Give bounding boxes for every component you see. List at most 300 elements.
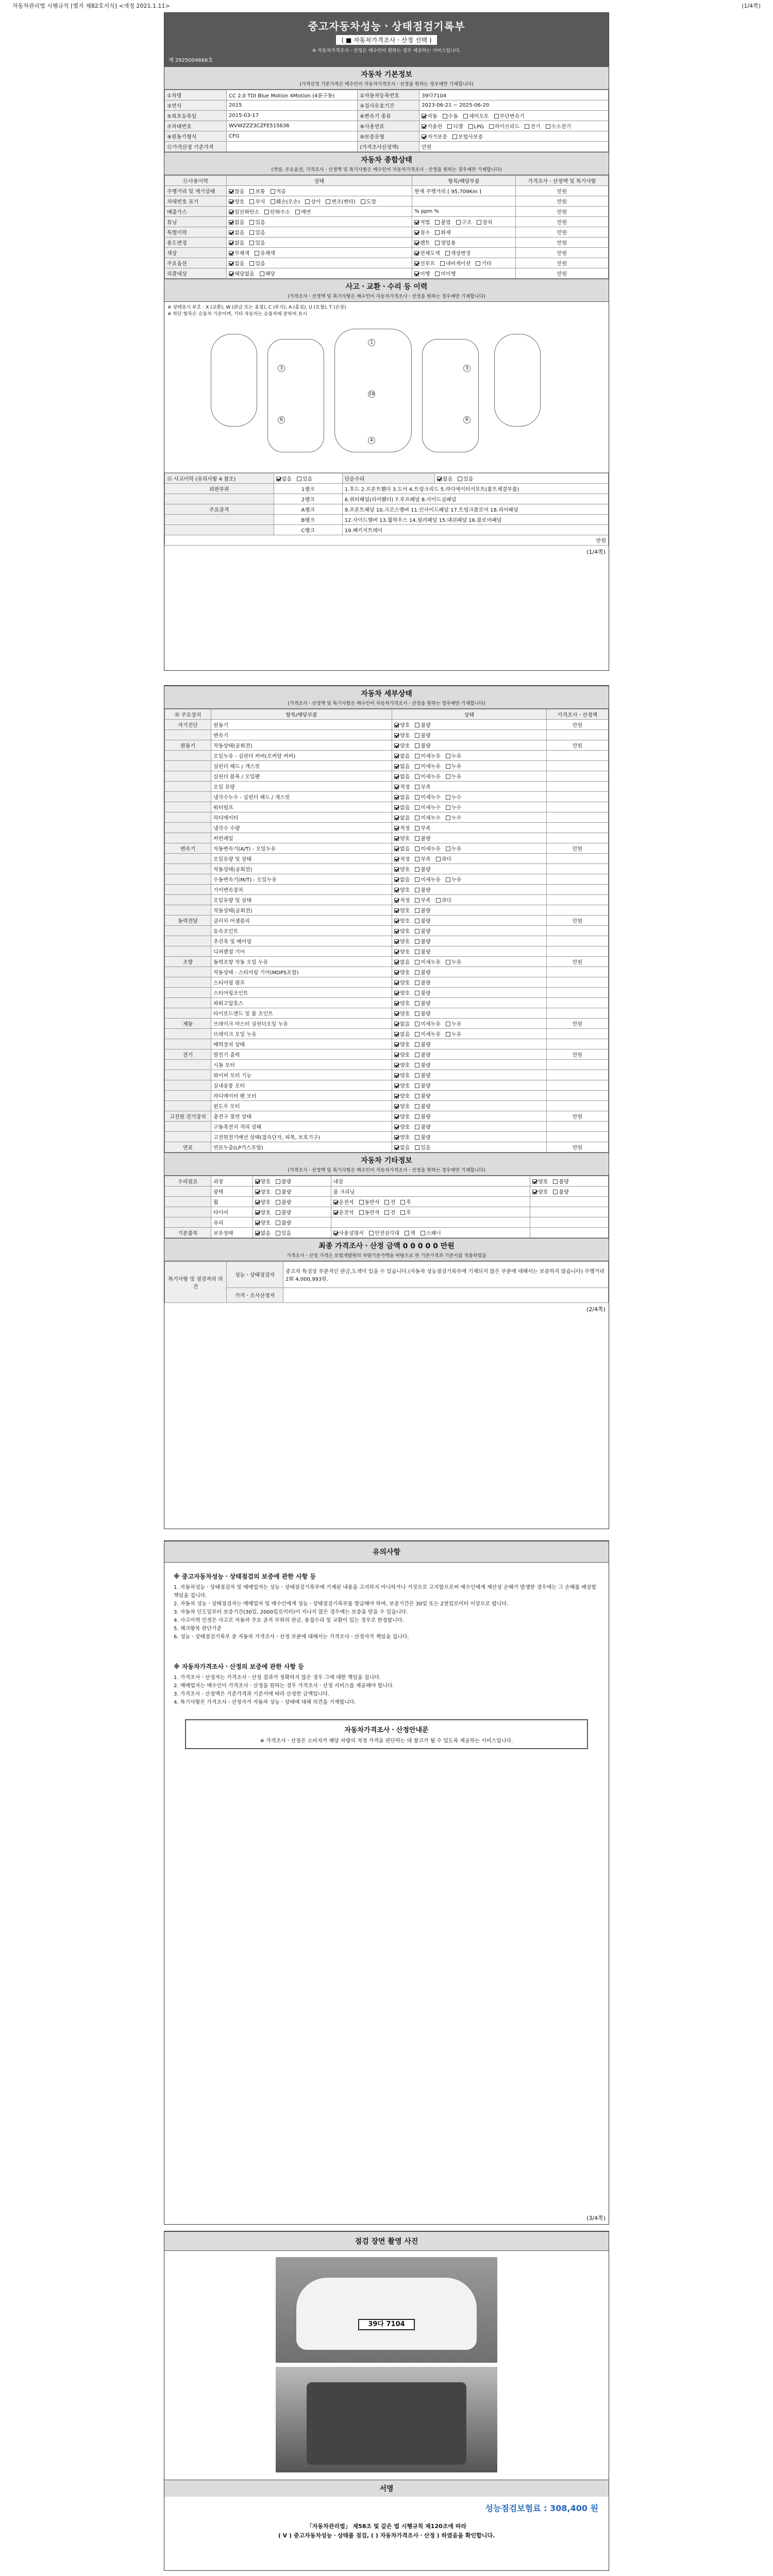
checkbox-option[interactable]: 없음 bbox=[229, 230, 244, 236]
checkbox-option[interactable]: 불량 bbox=[553, 1190, 568, 1195]
checkbox-option[interactable]: 없음 bbox=[276, 477, 292, 482]
checkbox-option[interactable]: 불량 bbox=[276, 1200, 291, 1206]
document-subtitle: ( ■ 자동차가격조사ㆍ산정 선택 ) bbox=[336, 35, 436, 45]
checkbox-option[interactable]: 불량 bbox=[415, 867, 430, 873]
checkbox-icon bbox=[415, 846, 419, 851]
checkbox-option[interactable]: 가솔린 bbox=[422, 124, 442, 130]
status-options bbox=[392, 1122, 547, 1132]
checkbox-option[interactable]: 미세누수 bbox=[415, 805, 441, 811]
checkbox-icon bbox=[394, 743, 399, 748]
status-options bbox=[392, 812, 547, 823]
detail-row bbox=[165, 833, 609, 843]
checkbox-option[interactable]: 불량 bbox=[415, 1001, 430, 1007]
checkbox-option[interactable]: 없음 bbox=[394, 1145, 410, 1151]
checkbox-icon bbox=[229, 251, 233, 256]
checkbox-option[interactable]: 양호 bbox=[394, 991, 410, 996]
detail-row bbox=[165, 977, 609, 988]
part-label: 변속기 bbox=[211, 730, 392, 740]
checkbox-option[interactable]: 전체도색 bbox=[414, 251, 440, 257]
checkbox-option[interactable]: 적음 bbox=[271, 189, 286, 195]
basic-row bbox=[165, 111, 609, 121]
checkbox-option[interactable]: 없음 bbox=[394, 877, 410, 883]
checkbox-icon bbox=[446, 764, 450, 769]
checkbox-option[interactable]: 양호 bbox=[394, 908, 410, 914]
checkbox-option[interactable]: 불량 bbox=[415, 980, 430, 986]
checkbox-option[interactable]: 일산화탄소 bbox=[229, 210, 259, 215]
checkbox-option[interactable]: 운전석 bbox=[333, 1200, 354, 1206]
checkbox-icon bbox=[249, 241, 254, 245]
checkbox-option[interactable]: 양호 bbox=[394, 723, 410, 728]
status-options bbox=[392, 916, 547, 926]
field-value: 2015 bbox=[227, 100, 358, 111]
checkbox-option[interactable]: 양호 bbox=[394, 919, 410, 924]
detail-row bbox=[165, 1080, 609, 1091]
detail-row bbox=[165, 802, 609, 812]
basic-info-table bbox=[164, 90, 609, 152]
price-cell bbox=[547, 1060, 609, 1070]
checkbox-option[interactable]: 양호 bbox=[394, 950, 410, 955]
checkbox-icon bbox=[394, 888, 399, 892]
rank-label: A랭크 bbox=[274, 504, 342, 515]
status-options bbox=[392, 998, 547, 1008]
checkbox-option[interactable]: 누유 bbox=[446, 1022, 461, 1027]
checkbox-option[interactable]: 후 bbox=[400, 1210, 411, 1216]
checkbox-option[interactable]: 구조 bbox=[456, 220, 472, 226]
checkbox-option[interactable]: 양호 bbox=[394, 1114, 410, 1120]
checkbox-icon bbox=[255, 1231, 260, 1235]
device-label bbox=[165, 998, 211, 1008]
status-options bbox=[392, 926, 547, 936]
car-outline-rear bbox=[494, 334, 541, 427]
checkbox-option[interactable]: 양호 bbox=[255, 1200, 271, 1206]
checkbox-option[interactable]: 렌트 bbox=[414, 241, 430, 246]
checkbox-option[interactable]: 적정 bbox=[394, 785, 410, 790]
checkbox-option[interactable]: 적정 bbox=[394, 857, 410, 862]
checkbox-option[interactable]: 양호 bbox=[394, 836, 410, 842]
checkbox-option[interactable]: 불량 bbox=[415, 929, 430, 935]
checkbox-option[interactable]: 없음 bbox=[394, 846, 410, 852]
checkbox-option[interactable]: 보험사보증 bbox=[452, 134, 483, 140]
checkbox-option[interactable]: 없음 bbox=[229, 241, 244, 246]
checkbox-option[interactable]: 부족 bbox=[415, 826, 430, 832]
checkbox-option[interactable]: 불량 bbox=[415, 1125, 430, 1130]
checkbox-icon bbox=[435, 220, 440, 225]
checkbox-option[interactable]: 훼손(오손) bbox=[271, 199, 300, 205]
checkbox-icon bbox=[415, 1145, 419, 1150]
checkbox-option[interactable]: 누유 bbox=[446, 846, 461, 852]
status-options bbox=[530, 1228, 609, 1238]
checkbox-icon bbox=[394, 1083, 399, 1088]
page-2 bbox=[164, 685, 609, 1529]
etc-row bbox=[165, 1207, 609, 1217]
checkbox-option[interactable]: 있음 bbox=[249, 241, 265, 246]
checkbox-icon bbox=[456, 220, 461, 225]
checkbox-icon bbox=[435, 272, 440, 276]
checkbox-option[interactable]: LPG bbox=[468, 124, 484, 130]
checkbox-icon bbox=[415, 743, 419, 748]
checkbox-option[interactable]: 동반석 bbox=[359, 1210, 380, 1216]
checkbox-option[interactable]: 세미오토 bbox=[463, 114, 489, 120]
checkbox-option[interactable]: 부족 bbox=[415, 898, 430, 904]
detail-status-table bbox=[164, 709, 609, 1153]
checkbox-option[interactable]: 양호 bbox=[394, 1011, 410, 1017]
part-label: 클러치 어셈블리 bbox=[211, 916, 392, 926]
checkbox-option[interactable]: 내비게이션 bbox=[440, 261, 470, 267]
checkbox-icon bbox=[415, 1053, 419, 1057]
checkbox-option[interactable]: 탄화수소 bbox=[264, 210, 290, 215]
guide-text: ※ 가격조사ㆍ산정은 소비자가 해당 차량의 적정 가격을 판단하는 데 참고가 될 수 있도록 제공하는 서비스입니다. bbox=[260, 1738, 513, 1744]
checkbox-icon bbox=[415, 764, 419, 769]
checkbox-option[interactable]: 있음 bbox=[297, 477, 312, 482]
checkbox-option[interactable]: 불량 bbox=[415, 1083, 430, 1089]
checkbox-option[interactable]: 없음 bbox=[394, 960, 410, 965]
checkbox-option[interactable]: 양호 bbox=[394, 1001, 410, 1007]
price-cell: 만원 bbox=[547, 843, 609, 854]
checkbox-option[interactable]: 미세누유 bbox=[415, 1032, 441, 1038]
checkbox-option[interactable]: 양호 bbox=[255, 1179, 271, 1185]
checkbox-option[interactable]: 없음 bbox=[394, 1032, 410, 1038]
checkbox-option[interactable]: 없음 bbox=[394, 795, 410, 801]
detail-row bbox=[165, 864, 609, 874]
checkbox-icon bbox=[276, 1210, 280, 1215]
overall-row bbox=[165, 248, 609, 258]
checkbox-option[interactable]: 없음 bbox=[394, 754, 410, 759]
checkbox-icon bbox=[394, 877, 399, 882]
checkbox-option[interactable]: 불량 bbox=[415, 888, 430, 893]
checkbox-option[interactable]: 양호 bbox=[255, 1221, 271, 1226]
checkbox-option[interactable]: 불량 bbox=[415, 733, 430, 739]
undercarriage-shape bbox=[307, 2382, 466, 2465]
status-options bbox=[227, 258, 412, 268]
checkbox-option[interactable]: 도말 bbox=[361, 199, 376, 205]
checkbox-option[interactable]: 불량 bbox=[415, 939, 430, 945]
device-label bbox=[165, 967, 211, 977]
checkbox-option[interactable]: 상이 bbox=[305, 199, 321, 205]
checkbox-option[interactable]: 적정 bbox=[394, 826, 410, 832]
checkbox-option[interactable]: 불량 bbox=[415, 950, 430, 955]
checkbox-option[interactable]: 양호 bbox=[394, 888, 410, 893]
detail-row bbox=[165, 905, 609, 916]
checkbox-option[interactable]: 색상변경 bbox=[445, 251, 471, 257]
checkbox-option[interactable]: 없음 bbox=[394, 805, 410, 811]
checkbox-option[interactable]: 양호 bbox=[394, 1053, 410, 1058]
checkbox-option[interactable]: 자가보증 bbox=[422, 134, 447, 140]
detail-row bbox=[165, 771, 609, 782]
checkbox-option[interactable]: 전 bbox=[384, 1210, 395, 1216]
checkbox-option[interactable]: 불량 bbox=[415, 1135, 430, 1141]
checkbox-icon bbox=[400, 1210, 405, 1215]
checkbox-option[interactable]: 해당없음 bbox=[229, 272, 255, 277]
checkbox-option[interactable]: 누수 bbox=[446, 795, 461, 801]
checkbox-option[interactable]: 불량 bbox=[415, 743, 430, 749]
checkbox-option[interactable]: 있음 bbox=[249, 220, 265, 226]
checkbox-icon bbox=[394, 1053, 399, 1057]
checkbox-option[interactable]: 양호 bbox=[394, 1125, 410, 1130]
checkbox-option[interactable]: 누수 bbox=[446, 805, 461, 811]
checkbox-option[interactable]: 불량 bbox=[415, 1094, 430, 1099]
status-options bbox=[392, 823, 547, 833]
checkbox-option[interactable]: 없음 bbox=[394, 816, 410, 821]
checkbox-option[interactable]: 있음 bbox=[249, 230, 265, 236]
checkbox-option[interactable]: 불량 bbox=[276, 1190, 291, 1195]
checkbox-icon bbox=[394, 857, 399, 861]
checkbox-option[interactable]: 잭 bbox=[405, 1231, 415, 1236]
checkbox-option[interactable]: 디젤 bbox=[447, 124, 463, 130]
checkbox-icon bbox=[394, 898, 399, 903]
checkbox-option[interactable]: 많음 bbox=[229, 189, 244, 195]
checkbox-icon bbox=[415, 970, 419, 975]
checkbox-icon bbox=[305, 199, 310, 204]
checkbox-icon bbox=[476, 261, 480, 266]
status-options bbox=[227, 207, 412, 217]
checkbox-option[interactable]: 미세누수 bbox=[415, 816, 441, 821]
checkbox-option[interactable]: 미세누유 bbox=[415, 754, 441, 759]
checkbox-option[interactable]: 있음 bbox=[458, 477, 473, 482]
etc-row bbox=[165, 1176, 609, 1187]
checkbox-option[interactable]: 없음 bbox=[229, 261, 244, 267]
checkbox-option[interactable]: 수동 bbox=[443, 114, 458, 120]
status-options bbox=[227, 248, 412, 258]
checkbox-option[interactable]: 양호 bbox=[394, 1042, 410, 1048]
checkbox-icon bbox=[415, 908, 419, 913]
checkbox-option[interactable]: 불량 bbox=[415, 1073, 430, 1079]
checkbox-option[interactable]: 양호 bbox=[394, 929, 410, 935]
checkbox-option[interactable]: 없음 bbox=[229, 220, 244, 226]
checkbox-icon bbox=[415, 774, 419, 779]
checkbox-option[interactable]: 무채색 bbox=[229, 251, 249, 257]
status-options bbox=[227, 217, 412, 227]
checkbox-option[interactable]: 불법 bbox=[435, 220, 450, 226]
device-label bbox=[165, 905, 211, 916]
checkbox-option[interactable]: 양호 bbox=[229, 199, 244, 205]
checkbox-icon bbox=[394, 970, 399, 975]
checkbox-option[interactable]: 양호 bbox=[394, 1104, 410, 1110]
checkbox-option[interactable]: 화재 bbox=[435, 230, 450, 236]
checkbox-option[interactable]: 불량 bbox=[553, 1179, 568, 1185]
checkbox-option[interactable]: 과다 bbox=[436, 898, 451, 904]
checkbox-option[interactable]: 미세누유 bbox=[415, 960, 441, 965]
checkbox-option[interactable]: 미세누수 bbox=[415, 795, 441, 801]
detail-row bbox=[165, 843, 609, 854]
checkbox-option[interactable]: 수소전기 bbox=[546, 124, 572, 130]
checkbox-option[interactable]: 양호 bbox=[255, 1210, 271, 1216]
checkbox-option[interactable]: 불량 bbox=[415, 723, 430, 728]
checkbox-icon bbox=[297, 477, 301, 481]
checkbox-icon bbox=[436, 898, 441, 903]
part-label: 충전구 절연 상태 bbox=[211, 1111, 392, 1122]
checkbox-icon bbox=[295, 210, 300, 214]
checkbox-icon bbox=[249, 261, 254, 266]
checkbox-icon bbox=[384, 1210, 389, 1215]
checkbox-option[interactable]: 불량 bbox=[415, 919, 430, 924]
checkbox-icon bbox=[415, 1083, 419, 1088]
item-label: 룸 크리닝 bbox=[331, 1187, 530, 1197]
checkbox-option[interactable]: 누수 bbox=[446, 816, 461, 821]
checkbox-option[interactable]: 미세누유 bbox=[415, 846, 441, 852]
checkbox-option[interactable]: 미세누유 bbox=[415, 877, 441, 883]
checkbox-icon bbox=[260, 272, 264, 276]
checkbox-icon bbox=[326, 199, 330, 204]
checkbox-icon bbox=[394, 836, 399, 841]
checkbox-option[interactable]: 있음 bbox=[249, 261, 265, 267]
checkbox-option[interactable]: 불량 bbox=[415, 970, 430, 976]
part-list: 12.사이드멤버 13.휠하우스 14.필러패널 15.대쉬패널 16.플로어패널 bbox=[342, 515, 608, 525]
checkbox-option[interactable]: 불량 bbox=[415, 836, 430, 842]
checkbox-option[interactable]: 기타 bbox=[476, 261, 491, 267]
checkbox-option[interactable]: 양호 bbox=[394, 980, 410, 986]
checkbox-option[interactable]: 양호 bbox=[532, 1190, 548, 1195]
device-label bbox=[165, 802, 211, 812]
checkbox-option[interactable]: 유채색 bbox=[255, 251, 275, 257]
checkbox-option[interactable]: 양호 bbox=[532, 1179, 548, 1185]
device-label bbox=[165, 761, 211, 771]
field-value bbox=[419, 131, 609, 142]
checkbox-option[interactable]: 양호 bbox=[394, 867, 410, 873]
checkbox-option[interactable]: 양호 bbox=[394, 1073, 410, 1079]
checkbox-option[interactable]: 미세누유 bbox=[415, 1022, 441, 1027]
checkbox-option[interactable]: 불량 bbox=[415, 1114, 430, 1120]
checkbox-option[interactable]: 양호 bbox=[255, 1190, 271, 1195]
checkbox-option[interactable]: 불량 bbox=[415, 1063, 430, 1069]
price-cell bbox=[547, 1122, 609, 1132]
device-label bbox=[165, 864, 211, 874]
checkbox-option[interactable]: 있음 bbox=[415, 1145, 430, 1151]
checkbox-option[interactable]: 양호 bbox=[394, 1063, 410, 1069]
price-cell: 만원 bbox=[547, 916, 609, 926]
checkbox-icon bbox=[415, 1104, 419, 1109]
checkbox-option[interactable]: 후 bbox=[400, 1200, 411, 1206]
checkbox-option[interactable]: 전기 bbox=[525, 124, 540, 130]
price-cell bbox=[547, 761, 609, 771]
checkbox-option[interactable]: 양호 bbox=[394, 1135, 410, 1141]
checkbox-option[interactable]: 누유 bbox=[446, 774, 461, 780]
checkbox-option[interactable]: 누유 bbox=[446, 1032, 461, 1038]
checkbox-option[interactable]: 없음 bbox=[437, 477, 452, 482]
checkbox-option[interactable]: 미세누유 bbox=[415, 764, 441, 770]
checkbox-option[interactable]: 과다 bbox=[436, 857, 451, 862]
checkbox-option[interactable]: 부족 bbox=[415, 857, 430, 862]
item-detail bbox=[412, 268, 516, 279]
checkbox-icon bbox=[255, 1221, 260, 1225]
checkbox-option[interactable]: 부식 bbox=[249, 199, 265, 205]
checkbox-option[interactable]: 미세누유 bbox=[415, 774, 441, 780]
checkbox-icon bbox=[276, 1190, 280, 1194]
checkbox-option[interactable]: 불량 bbox=[415, 1053, 430, 1058]
part-list: 9.프론트패널 10.크로스멤버 11.인사이드패널 17.트렁크플로어 18.리어패널 bbox=[342, 504, 608, 515]
checkbox-option[interactable]: 불량 bbox=[276, 1221, 291, 1226]
history-options bbox=[274, 473, 342, 484]
status-options bbox=[392, 1142, 547, 1153]
checkbox-option[interactable]: 양호 bbox=[394, 743, 410, 749]
checkbox-option[interactable]: 없음 bbox=[394, 1022, 410, 1027]
checkbox-option[interactable]: 사용설명서 bbox=[333, 1231, 364, 1236]
photo-header bbox=[164, 2231, 609, 2251]
item-label bbox=[331, 1217, 530, 1228]
checkbox-option[interactable]: 자동 bbox=[422, 114, 437, 120]
checkbox-option[interactable]: 적법 bbox=[414, 220, 430, 226]
checkbox-option[interactable]: 불량 bbox=[415, 1104, 430, 1110]
checkbox-option[interactable]: 없음 bbox=[394, 774, 410, 780]
part-marker: 3 bbox=[463, 365, 470, 372]
checkbox-icon bbox=[276, 1179, 280, 1184]
checkbox-icon bbox=[229, 220, 233, 225]
checkbox-option[interactable]: 보통 bbox=[249, 189, 265, 195]
checkbox-icon bbox=[415, 805, 419, 810]
checkbox-option[interactable]: 해당 bbox=[260, 272, 275, 277]
part-label: 스티어링조인트 bbox=[211, 988, 392, 998]
checkbox-option[interactable]: 미이행 bbox=[435, 272, 456, 277]
checkbox-option[interactable]: 누유 bbox=[446, 960, 461, 965]
checkbox-option[interactable]: 누유 bbox=[446, 877, 461, 883]
checkbox-icon bbox=[422, 114, 426, 118]
checkbox-icon bbox=[415, 836, 419, 841]
checkbox-option[interactable]: 양호 bbox=[394, 1094, 410, 1099]
checkbox-option[interactable]: 누유 bbox=[446, 754, 461, 759]
checkbox-icon bbox=[394, 929, 399, 934]
checkbox-option[interactable]: 양호 bbox=[394, 939, 410, 945]
status-options bbox=[392, 1070, 547, 1080]
checkbox-option[interactable]: 안전삼각대 bbox=[369, 1231, 399, 1236]
checkbox-option[interactable]: 불량 bbox=[415, 1042, 430, 1048]
detail-row bbox=[165, 854, 609, 864]
checkbox-option[interactable]: 스패너 bbox=[421, 1231, 441, 1236]
checkbox-option[interactable]: 침수 bbox=[414, 230, 430, 236]
checkbox-icon bbox=[447, 124, 452, 129]
checkbox-option[interactable]: 하이브리드 bbox=[489, 124, 519, 130]
checkbox-option[interactable]: 누유 bbox=[446, 764, 461, 770]
checkbox-option[interactable]: 무단변속기 bbox=[494, 114, 525, 120]
checkbox-icon bbox=[394, 846, 399, 851]
checkbox-icon bbox=[394, 1063, 399, 1067]
status-options bbox=[253, 1197, 331, 1207]
checkbox-option[interactable]: 선루프 bbox=[414, 261, 435, 267]
group-label bbox=[165, 525, 274, 535]
checkbox-option[interactable]: 불량 bbox=[415, 908, 430, 914]
checkbox-option[interactable]: 매연 bbox=[295, 210, 311, 215]
part-label: 실내송풍 모터 bbox=[211, 1080, 392, 1091]
checkbox-option[interactable]: 있음 bbox=[276, 1231, 291, 1236]
checkbox-option[interactable]: 불량 bbox=[415, 991, 430, 996]
checkbox-option[interactable]: 양호 bbox=[394, 1083, 410, 1089]
device-label bbox=[165, 1101, 211, 1111]
checkbox-icon bbox=[446, 846, 450, 851]
checkbox-option[interactable]: 불량 bbox=[276, 1179, 291, 1185]
checkbox-option[interactable]: 부족 bbox=[415, 785, 430, 790]
checkbox-option[interactable]: 영업용 bbox=[435, 241, 456, 246]
checkbox-icon bbox=[415, 723, 419, 727]
part-label: 발전기 출력 bbox=[211, 1049, 392, 1060]
item-label bbox=[331, 1197, 530, 1207]
checkbox-icon bbox=[405, 1231, 409, 1235]
checkbox-option[interactable]: 불량 bbox=[276, 1210, 291, 1216]
header-note: ※ 자동차가격조사ㆍ산정은 매수인이 원하는 경우 제공하는 서비스입니다. bbox=[312, 48, 461, 54]
checkbox-option[interactable]: 양호 bbox=[394, 970, 410, 976]
checkbox-option[interactable]: 이행 bbox=[414, 272, 430, 277]
checkbox-option[interactable]: 동반석 bbox=[359, 1200, 380, 1206]
checkbox-option[interactable]: 불량 bbox=[415, 1011, 430, 1017]
part-list: 6.쿼터패널(리어휀더) 7.루프패널 8.사이드실패널 bbox=[342, 494, 608, 504]
checkbox-icon bbox=[394, 774, 399, 779]
checkbox-option[interactable]: 전 bbox=[384, 1200, 395, 1206]
checkbox-option[interactable]: 양호 bbox=[394, 733, 410, 739]
checkbox-option[interactable]: 없음 bbox=[394, 764, 410, 770]
checkbox-option[interactable]: 적정 bbox=[394, 898, 410, 904]
checkbox-option[interactable]: 변조(변타) bbox=[326, 199, 355, 205]
checkbox-option[interactable]: 운전석 bbox=[333, 1210, 354, 1216]
checkbox-option[interactable]: 장치 bbox=[477, 220, 492, 226]
checkbox-option[interactable]: 없음 bbox=[255, 1231, 271, 1236]
field-label: ①차명 bbox=[165, 90, 227, 100]
